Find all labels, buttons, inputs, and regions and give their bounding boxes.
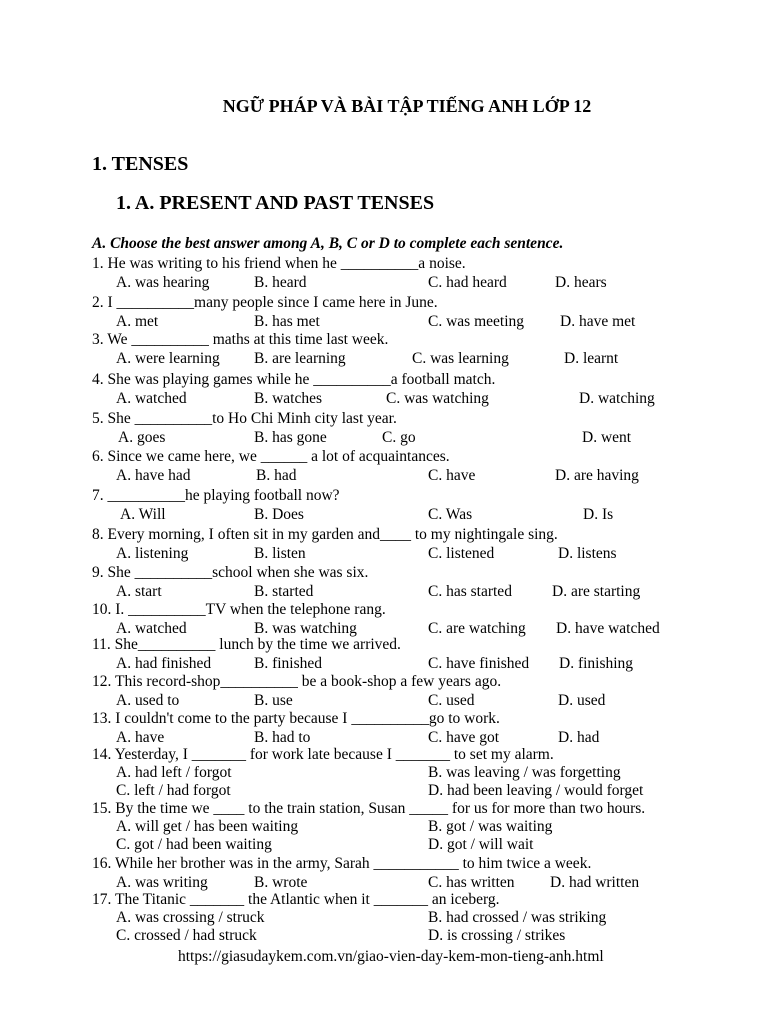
answer-option: C. was watching (386, 390, 489, 407)
answer-option: B. Does (254, 506, 304, 523)
answer-option: D. Is (583, 506, 614, 523)
answer-option: C. go (382, 429, 416, 446)
answer-option: A. start (116, 583, 162, 600)
question-text: 12. This record-shop__________ be a book-shop a few years ago. (92, 673, 502, 690)
answer-option: C. have got (428, 729, 500, 746)
answer-option: B. was watching (254, 620, 357, 637)
answer-option: D. watching (579, 390, 655, 407)
answer-option: C. Was (428, 506, 473, 523)
answer-option: D. are starting (552, 583, 641, 600)
answer-option: A. used to (116, 692, 180, 709)
answer-option: A. watched (116, 620, 187, 637)
answer-option: D. finishing (559, 655, 634, 672)
answer-option: B. was leaving / was forgetting (428, 764, 621, 781)
answer-option: A. watched (116, 390, 187, 407)
answer-option: D. hears (555, 274, 607, 291)
question-text: 2. I __________many people since I came here in June. (92, 294, 438, 311)
section-heading: 1. TENSES (92, 153, 189, 175)
answer-option: B. heard (254, 274, 307, 291)
answer-option: C. have (428, 467, 476, 484)
answer-option: C. has written (428, 874, 515, 891)
answer-option: A. met (116, 313, 159, 330)
answer-option: B. are learning (254, 350, 346, 367)
answer-option: B. watches (254, 390, 323, 407)
answer-option: D. listens (558, 545, 617, 562)
answer-option: A. had finished (116, 655, 212, 672)
answer-option: A. will get / has been waiting (116, 818, 299, 835)
question-text: 13. I couldn't come to the party because I __________go to work. (92, 710, 500, 727)
question-text: 10. I. __________TV when the telephone rang. (92, 601, 386, 618)
answer-option: A. Will (120, 506, 166, 523)
question-text: 8. Every morning, I often sit in my garden and____ to my nightingale sing. (92, 526, 558, 543)
question-text: 7. __________he playing football now? (92, 487, 340, 504)
answer-option: B. listen (254, 545, 306, 562)
answer-option: D. had been leaving / would forget (428, 782, 644, 799)
answer-option: D. went (582, 429, 632, 446)
question-text: 3. We __________ maths at this time last week. (92, 331, 389, 348)
answer-option: D. had (558, 729, 600, 746)
question-text: 9. She __________school when she was six. (92, 564, 369, 581)
answer-option: A. was hearing (116, 274, 210, 291)
answer-option: B. finished (254, 655, 323, 672)
answer-option: D. got / will wait (428, 836, 534, 853)
answer-option: C. was meeting (428, 313, 524, 330)
answer-option: A. were learning (116, 350, 220, 367)
answer-option: B. wrote (254, 874, 308, 891)
question-text: 1. He was writing to his friend when he __________a noise. (92, 255, 466, 272)
question-text: 15. By the time we ____ to the train station, Susan _____ for us for more than two hours. (92, 800, 646, 817)
footer-link[interactable]: https://giasudaykem.com.vn/giao-vien-day-kem-mon-tieng-anh.html (178, 948, 604, 965)
answer-option: C. left / had forgot (116, 782, 231, 799)
answer-option: D. learnt (564, 350, 619, 367)
question-text: 17. The Titanic _______ the Atlantic when it _______ an iceberg. (92, 891, 500, 908)
question-text: 6. Since we came here, we ______ a lot of acquaintances. (92, 448, 450, 465)
answer-option: B. had (256, 467, 297, 484)
answer-option: C. have finished (428, 655, 530, 672)
answer-option: A. had left / forgot (116, 764, 232, 781)
answer-option: C. listened (428, 545, 495, 562)
answer-option: A. was crossing / struck (116, 909, 265, 926)
answer-option: B. has met (254, 313, 320, 330)
answer-option: A. goes (118, 429, 166, 446)
answer-option: C. had heard (428, 274, 507, 291)
answer-option: B. has gone (254, 429, 327, 446)
instruction-text: A. Choose the best answer among A, B, C or D to complete each sentence. (92, 235, 564, 252)
page-title: NGỮ PHÁP VÀ BÀI TẬP TIẾNG ANH LỚP 12 (222, 96, 592, 116)
answer-option: A. have had (116, 467, 191, 484)
answer-option: C. has started (428, 583, 512, 600)
answer-option: A. listening (116, 545, 189, 562)
answer-option: B. had to (254, 729, 311, 746)
answer-option: C. crossed / had struck (116, 927, 257, 944)
answer-option: C. was learning (412, 350, 509, 367)
answer-option: D. are having (555, 467, 639, 484)
answer-option: D. had written (550, 874, 640, 891)
answer-option: B. got / was waiting (428, 818, 553, 835)
answer-option: C. used (428, 692, 475, 709)
answer-option: D. used (558, 692, 606, 709)
question-text: 11. She__________ lunch by the time we arrived. (92, 636, 401, 653)
answer-option: C. are watching (428, 620, 526, 637)
question-text: 4. She was playing games while he __________a football match. (92, 371, 496, 388)
question-text: 14. Yesterday, I _______ for work late because I _______ to set my alarm. (92, 746, 554, 763)
answer-option: A. have (116, 729, 165, 746)
answer-option: A. was writing (116, 874, 208, 891)
answer-option: D. have met (560, 313, 636, 330)
answer-option: B. started (254, 583, 314, 600)
question-text: 16. While her brother was in the army, Sarah ___________ to him twice a week. (92, 855, 592, 872)
subsection-heading: 1. A. PRESENT AND PAST TENSES (116, 192, 435, 214)
answer-option: B. had crossed / was striking (428, 909, 607, 926)
question-text: 5. She __________to Ho Chi Minh city last year. (92, 410, 397, 427)
answer-option: D. is crossing / strikes (428, 927, 566, 944)
answer-option: D. have watched (556, 620, 660, 637)
answer-option: C. got / had been waiting (116, 836, 272, 853)
answer-option: B. use (254, 692, 293, 709)
